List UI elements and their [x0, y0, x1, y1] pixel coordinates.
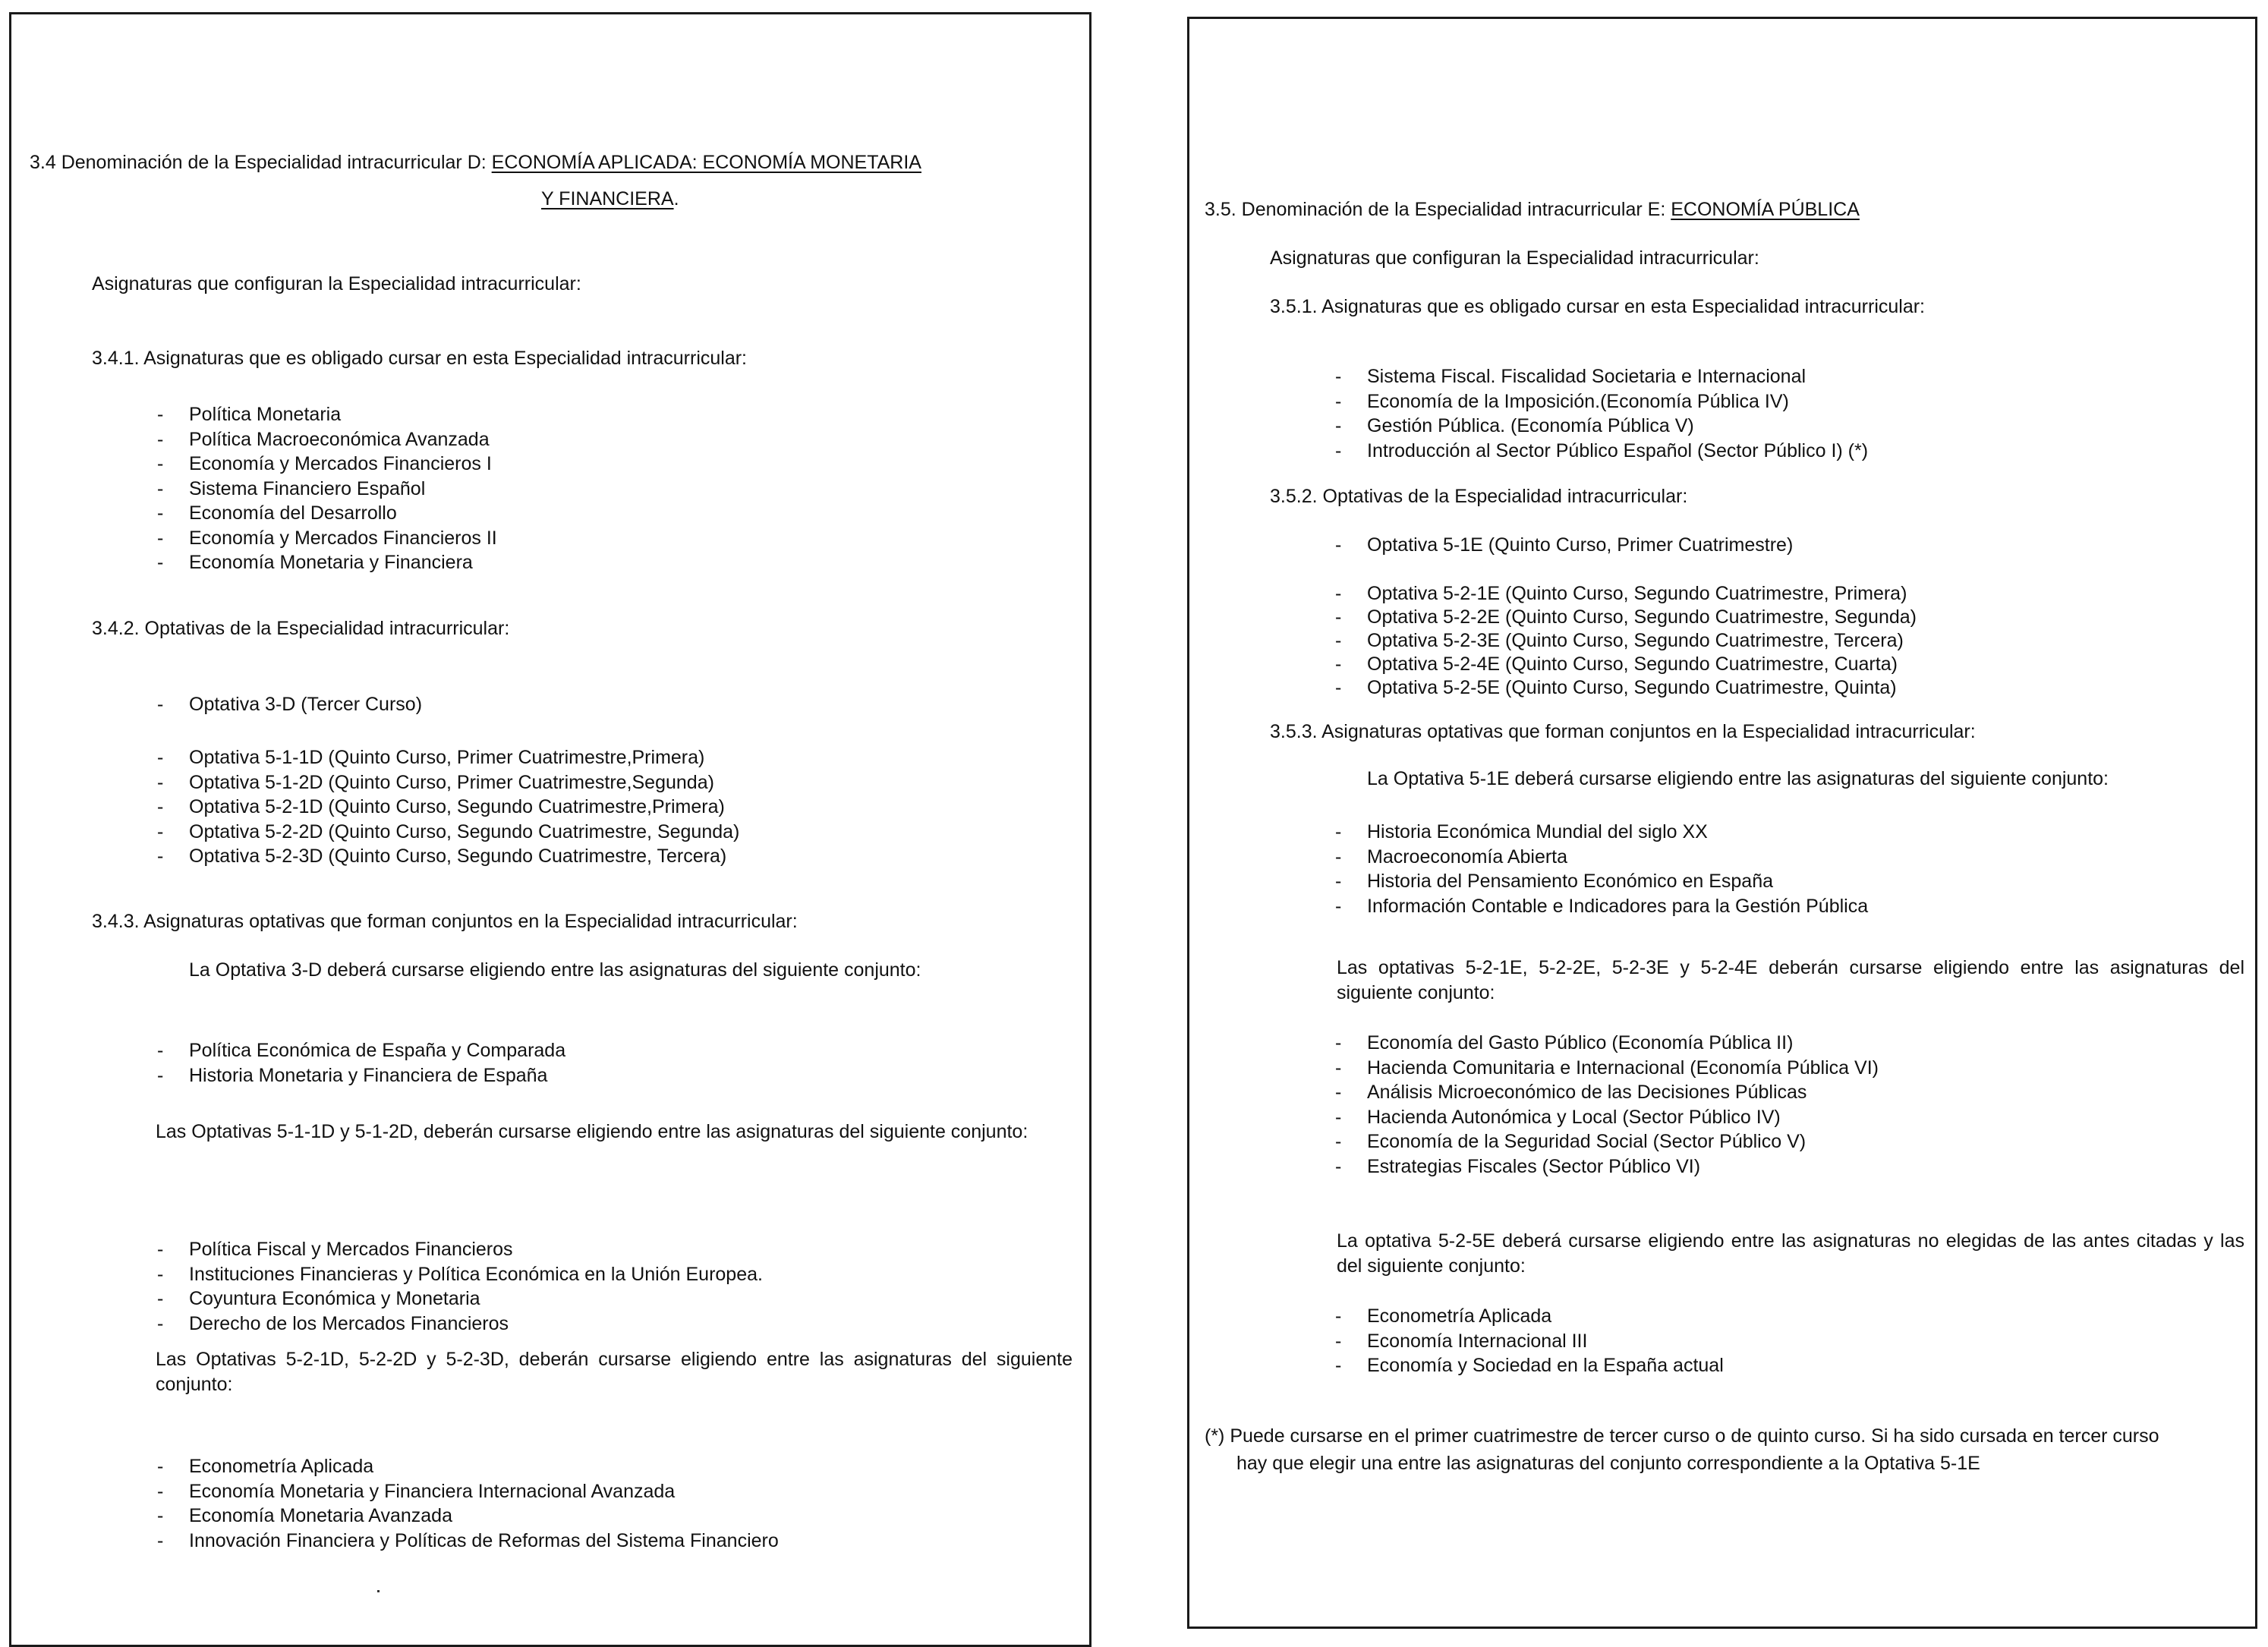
list-dash: -	[1335, 1057, 1342, 1079]
list-dash: -	[1335, 606, 1342, 628]
list-dash: -	[157, 502, 164, 524]
s342-item-first: Optativa 3-D (Tercer Curso)	[189, 694, 423, 715]
list-item: Optativa 5-2-2E (Quinto Curso, Segundo Cuatrimestre, Segunda)	[1367, 606, 1917, 628]
list-dash: -	[157, 846, 164, 867]
list-item: Coyuntura Económica y Monetaria	[189, 1288, 480, 1309]
list-item: Derecho de los Mercados Financieros	[189, 1312, 509, 1334]
list-dash: -	[157, 796, 164, 817]
s353-paragraph-2: Las optativas 5-2-1E, 5-2-2E, 5-2-3E y 5-2-4E deberán cursarse eligiendo entre las asignaturas del siguiente conjunto:	[1337, 957, 2244, 1003]
section-3-4-title	[30, 151, 921, 174]
list-item: Innovación Financiera y Políticas de Reformas del Sistema Financiero	[189, 1529, 779, 1551]
list-item: Hacienda Autonómica y Local (Sector Público IV)	[1367, 1106, 1781, 1128]
list-item: Economía y Mercados Financieros I	[189, 453, 492, 474]
list-dash: -	[157, 1263, 164, 1285]
scan-speck	[377, 1590, 380, 1592]
list-item: Economía de la Imposición.(Economía Pública IV)	[1367, 390, 1789, 412]
list-dash: -	[1335, 1355, 1342, 1376]
right-page	[1187, 17, 2257, 1629]
list-item: Sistema Fiscal. Fiscalidad Societaria e Internacional	[1367, 366, 1807, 387]
list-item: Economía Monetaria Avanzada	[189, 1505, 452, 1526]
s341-heading: 3.4.1. Asignaturas que es obligado cursar en esta Especialidad intracurricular:	[92, 348, 748, 369]
s351-heading: 3.5.1. Asignaturas que es obligado cursar en esta Especialidad intracurricular:	[1270, 296, 1926, 317]
list-dash: -	[157, 1529, 164, 1551]
list-item: Macroeconomía Abierta	[1367, 846, 1568, 868]
s352-item-first: Optativa 5-1E (Quinto Curso, Primer Cuatrimestre)	[1367, 534, 1794, 556]
list-item: Optativa 5-2-2D (Quinto Curso, Segundo Cuatrimestre, Segunda)	[189, 820, 740, 842]
list-dash: -	[1335, 1032, 1342, 1053]
s342-heading: 3.4.2. Optativas de la Especialidad intracurricular:	[92, 618, 510, 639]
list-item: Estrategias Fiscales (Sector Público VI)	[1367, 1155, 1701, 1177]
list-item: Historia Monetaria y Financiera de España	[189, 1064, 548, 1086]
list-item: Economía de la Seguridad Social (Sector Público V)	[1367, 1131, 1807, 1152]
list-item: Optativa 5-2-5E (Quinto Curso, Segundo Cuatrimestre, Quinta)	[1367, 677, 1897, 698]
list-dash: -	[157, 453, 164, 474]
list-dash: -	[157, 1288, 164, 1309]
list-dash: -	[1335, 1106, 1342, 1128]
section-title-end: .	[673, 188, 679, 209]
list-item: Introducción al Sector Público Español (Sector Público I) (*)	[1367, 439, 1869, 461]
list-dash: -	[1335, 390, 1342, 412]
list-dash: -	[157, 1480, 164, 1502]
left-page	[9, 12, 1091, 1647]
list-item: Econometría Aplicada	[1367, 1305, 1552, 1327]
list-dash: -	[157, 477, 164, 499]
list-item: Econometría Aplicada	[189, 1456, 374, 1477]
list-dash: -	[1335, 439, 1342, 461]
list-dash: -	[1335, 534, 1342, 556]
list-dash: -	[1335, 583, 1342, 604]
section-title-prefix: 3.5. Denominación de la Especialidad intracurricular E:	[1205, 199, 1666, 220]
list-item: Optativa 5-2-1E (Quinto Curso, Segundo Cuatrimestre, Primera)	[1367, 583, 1907, 604]
list-item: Información Contable e Indicadores para la Gestión Pública	[1367, 895, 1869, 917]
list-dash: -	[157, 428, 164, 450]
list-dash: -	[1335, 846, 1342, 868]
list-item: Historia Económica Mundial del siglo XX	[1367, 821, 1708, 842]
list-item: Historia del Pensamiento Económico en España	[1367, 871, 1774, 892]
s353-note: La Optativa 5-1E deberá cursarse eligiendo entre las asignaturas del siguiente conjunto:	[1367, 768, 2109, 789]
section-title-prefix: 3.4 Denominación de la Especialidad intracurricular D:	[30, 152, 487, 173]
intro-text: Asignaturas que configuran la Especialidad intracurricular:	[92, 273, 581, 294]
list-dash: -	[1335, 630, 1342, 651]
list-item: Optativa 5-1-1D (Quinto Curso, Primer Cuatrimestre,Primera)	[189, 747, 705, 768]
list-item: Economía Internacional III	[1367, 1330, 1588, 1352]
list-item: Economía Monetaria y Financiera	[189, 552, 473, 573]
list-item: Optativa 5-2-3D (Quinto Curso, Segundo Cuatrimestre, Tercera)	[189, 846, 727, 867]
section-title-name-line2: Y FINANCIERA	[541, 188, 674, 209]
s343-note: La Optativa 3-D deberá cursarse eligiendo entre las asignaturas del siguiente conjunto:	[189, 959, 921, 981]
list-dash: -	[157, 552, 164, 573]
list-item: Optativa 5-1-2D (Quinto Curso, Primer Cuatrimestre,Segunda)	[189, 771, 714, 793]
list-dash: -	[1335, 1082, 1342, 1103]
list-dash: -	[157, 694, 164, 715]
list-dash: -	[1335, 821, 1342, 842]
intro-text: Asignaturas que configuran la Especialidad intracurricular:	[1270, 247, 1759, 269]
list-dash: -	[157, 527, 164, 549]
list-item: Análisis Microeconómico de las Decisiones Públicas	[1367, 1082, 1807, 1103]
list-item: Optativa 5-2-1D (Quinto Curso, Segundo Cuatrimestre,Primera)	[189, 796, 725, 817]
section-title-name: ECONOMÍA PÚBLICA	[1671, 199, 1860, 220]
list-item: Economía del Gasto Público (Economía Pública II)	[1367, 1032, 1794, 1053]
footnote-line-1: (*) Puede cursarse en el primer cuatrimestre de tercer curso o de quinto curso. Si ha sido cursada en tercer curso	[1205, 1425, 2159, 1447]
list-item: Política Macroeconómica Avanzada	[189, 428, 490, 450]
list-dash: -	[1335, 415, 1342, 436]
list-item: Economía y Mercados Financieros II	[189, 527, 497, 549]
list-dash: -	[157, 771, 164, 793]
s343-paragraph-2: Las Optativas 5-1-1D y 5-1-2D, deberán cursarse eligiendo entre las asignaturas del siguiente conjunto:	[156, 1121, 1028, 1142]
s343-heading: 3.4.3. Asignaturas optativas que forman conjuntos en la Especialidad intracurricular:	[92, 911, 798, 932]
list-item: Sistema Financiero Español	[189, 477, 426, 499]
list-dash: -	[1335, 1330, 1342, 1352]
list-item: Optativa 5-2-4E (Quinto Curso, Segundo Cuatrimestre, Cuarta)	[1367, 653, 1898, 675]
s353-heading: 3.5.3. Asignaturas optativas que forman conjuntos en la Especialidad intracurricular:	[1270, 721, 1976, 742]
section-title-name: ECONOMÍA APLICADA: ECONOMÍA MONETARIA	[491, 152, 921, 173]
list-dash: -	[157, 1312, 164, 1334]
list-item: Política Económica de España y Comparada	[189, 1040, 566, 1061]
list-item: Hacienda Comunitaria e Internacional (Economía Pública VI)	[1367, 1057, 1879, 1079]
list-item: Optativa 5-2-3E (Quinto Curso, Segundo Cuatrimestre, Tercera)	[1367, 630, 1904, 651]
list-item: Economía Monetaria y Financiera Internacional Avanzada	[189, 1480, 676, 1502]
list-dash: -	[157, 820, 164, 842]
list-item: Economía del Desarrollo	[189, 502, 397, 524]
list-dash: -	[157, 1239, 164, 1260]
list-item: Economía y Sociedad en la España actual	[1367, 1355, 1724, 1376]
list-dash: -	[157, 1064, 164, 1086]
section-3-4-title-line2	[541, 187, 679, 210]
s352-heading: 3.5.2. Optativas de la Especialidad intracurricular:	[1270, 486, 1688, 507]
list-dash: -	[1335, 871, 1342, 892]
list-dash: -	[157, 1505, 164, 1526]
s353-paragraph-3: La optativa 5-2-5E deberá cursarse eligiendo entre las asignaturas no elegidas de las antes citadas y las del siguiente conjunto:	[1337, 1230, 2244, 1277]
footnote-line-2: hay que elegir una entre las asignaturas del conjunto correspondiente a la Optativa 5-1E	[1236, 1453, 1980, 1474]
list-item: Instituciones Financieras y Política Económica en la Unión Europea.	[189, 1263, 763, 1285]
s343-paragraph-3: Las Optativas 5-2-1D, 5-2-2D y 5-2-3D, deberán cursarse eligiendo entre las asignaturas del siguiente conjunto:	[156, 1349, 1073, 1395]
list-dash: -	[1335, 1305, 1342, 1327]
list-dash: -	[1335, 653, 1342, 675]
section-3-5-title	[1205, 198, 1860, 221]
list-dash: -	[1335, 366, 1342, 387]
list-dash: -	[1335, 677, 1342, 698]
list-dash: -	[157, 404, 164, 425]
list-item: Gestión Pública. (Economía Pública V)	[1367, 415, 1694, 436]
list-item: Política Monetaria	[189, 404, 342, 425]
list-item: Política Fiscal y Mercados Financieros	[189, 1239, 513, 1260]
list-dash: -	[157, 747, 164, 768]
list-dash: -	[1335, 1155, 1342, 1177]
list-dash: -	[157, 1040, 164, 1061]
list-dash: -	[1335, 895, 1342, 917]
list-dash: -	[157, 1456, 164, 1477]
list-dash: -	[1335, 1131, 1342, 1152]
